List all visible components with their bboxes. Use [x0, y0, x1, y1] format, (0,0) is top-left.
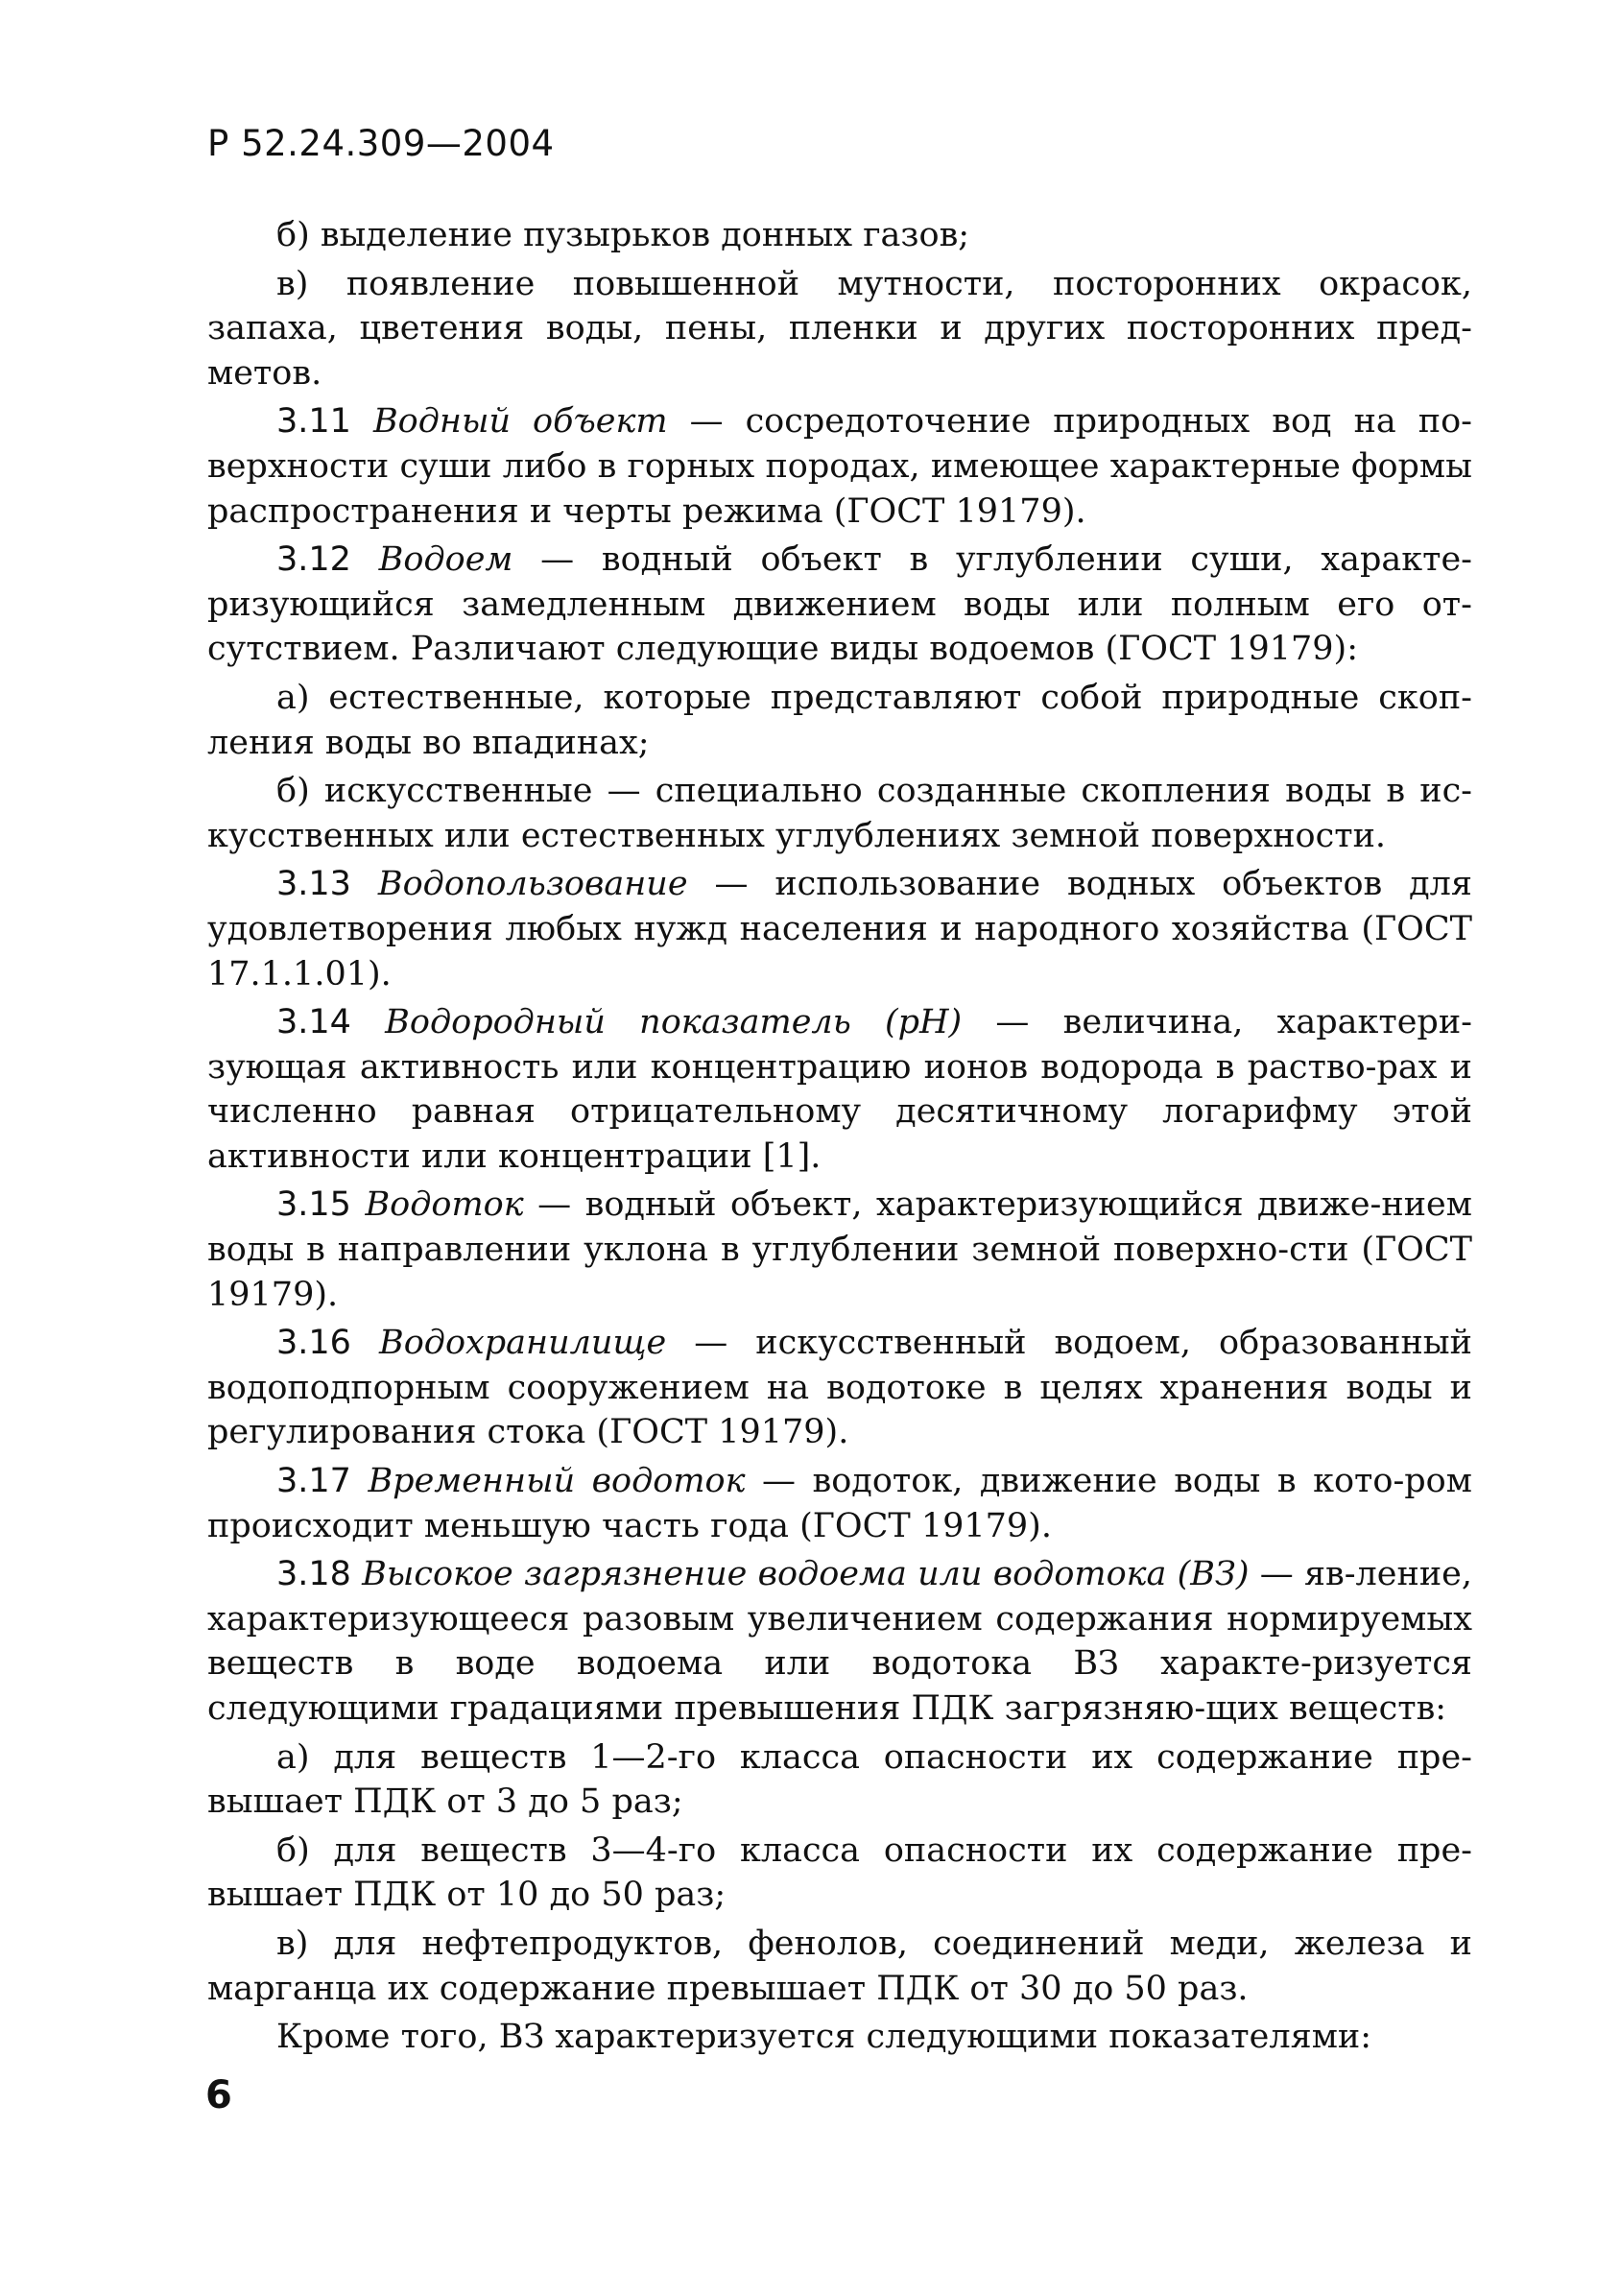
term-definition: [207, 1321, 1472, 1455]
term-name: Водный объект: [372, 402, 668, 442]
clause-number: 3.16: [276, 1324, 351, 1363]
clause-number: 3.17: [276, 1462, 351, 1501]
term-definition: [207, 1459, 1472, 1548]
list-item: в) появление повышенной мутности, посторонних окрасок, запаха, цветения воды, пены, пленки и других посторонних пред-метов.: [207, 264, 1472, 393]
term-name: Водохранилище: [378, 1324, 667, 1363]
document-body: [207, 213, 1472, 2064]
term-text: — величина, характери-зующая активность или концентрацию ионов водорода в раство-рах и численно равная отрицательному десятичному логарифму этой активности или концентрации [1].: [207, 1003, 1472, 1176]
term-definition: [207, 1552, 1472, 1731]
term-text: — искусственный водоем, образованный водоподпорным сооружением на водотоке в целях хранения воды и регулирования стока (ГОСТ 19179).: [207, 1324, 1472, 1452]
term-definition: [207, 399, 1472, 534]
term-text: — водный объект, характеризующийся движе-нием воды в направлении уклона в углублении земной поверхно-сти (ГОСТ 19179).: [207, 1185, 1472, 1314]
term-text: — водоток, движение воды в кото-ром происходит меньшую часть года (ГОСТ 19179).: [207, 1462, 1472, 1545]
clause-number: 3.11: [276, 402, 351, 442]
clause-number: 3.12: [276, 540, 351, 580]
term-name: Временный водоток: [368, 1462, 746, 1501]
list-item: а) естественные, которые представляют собой природные скоп-ления воды во впадинах;: [207, 678, 1472, 762]
term-name: Водоток: [365, 1185, 524, 1225]
term-definition: [207, 862, 1472, 996]
list-item: б) для веществ 3—4-го класса опасности их содержание пре-вышает ПДК от 10 до 50 раз;: [207, 1830, 1472, 1915]
term-text: — использование водных объектов для удовлетворения любых нужд населения и народного хозяйства (ГОСТ 17.1.1.01).: [207, 865, 1472, 993]
document-header: Р 52.24.309—2004: [207, 123, 555, 164]
term-definition: [207, 1183, 1472, 1317]
term-text: — сосредоточение природных вод на по-верхности суши либо в горных породах, имеющее характерные формы распространения и черты режима (ГОСТ 19179).: [207, 402, 1472, 531]
page-number: 6: [205, 2073, 232, 2117]
list-item: б) выделение пузырьков донных газов;: [276, 216, 970, 254]
term-name: Водоем: [378, 540, 513, 580]
clause-number: 3.18: [276, 1555, 351, 1594]
clause-number: 3.14: [276, 1003, 351, 1042]
list-item: а) для веществ 1—2-го класса опасности их содержание пре-вышает ПДК от 3 до 5 раз;: [207, 1737, 1472, 1822]
term-text: — водный объект в углублении суши, характе-ризующийся замедленным движением воды или полным его от-сутствием. Различают следующие виды водоемов (ГОСТ 19179):: [207, 540, 1472, 669]
clause-number: 3.13: [276, 865, 351, 904]
term-definition: [207, 1000, 1472, 1179]
list-item: в) для нефтепродуктов, фенолов, соединений меди, железа и марганца их содержание превышает ПДК от 30 до 50 раз.: [207, 1924, 1472, 2008]
clause-number: 3.15: [276, 1185, 351, 1225]
term-name: Высокое загрязнение водоема или водотока (ВЗ): [362, 1555, 1250, 1594]
term-text: — яв-ление, характеризующееся разовым увеличением содержания нормируемых веществ в воде водоема или водотока ВЗ характе-ризуется следующими градациями превышения ПДК загрязняю-щих веществ:: [207, 1555, 1472, 1728]
term-name: Водопользование: [377, 865, 688, 904]
term-name: Водородный показатель (pH): [385, 1003, 963, 1042]
list-item: Кроме того, ВЗ характеризуется следующими показателями:: [276, 2018, 1372, 2057]
term-definition: [207, 538, 1472, 672]
list-item: б) искусственные — специально созданные скопления воды в ис-кусственных или естественных углублениях земной поверхности.: [207, 772, 1472, 855]
